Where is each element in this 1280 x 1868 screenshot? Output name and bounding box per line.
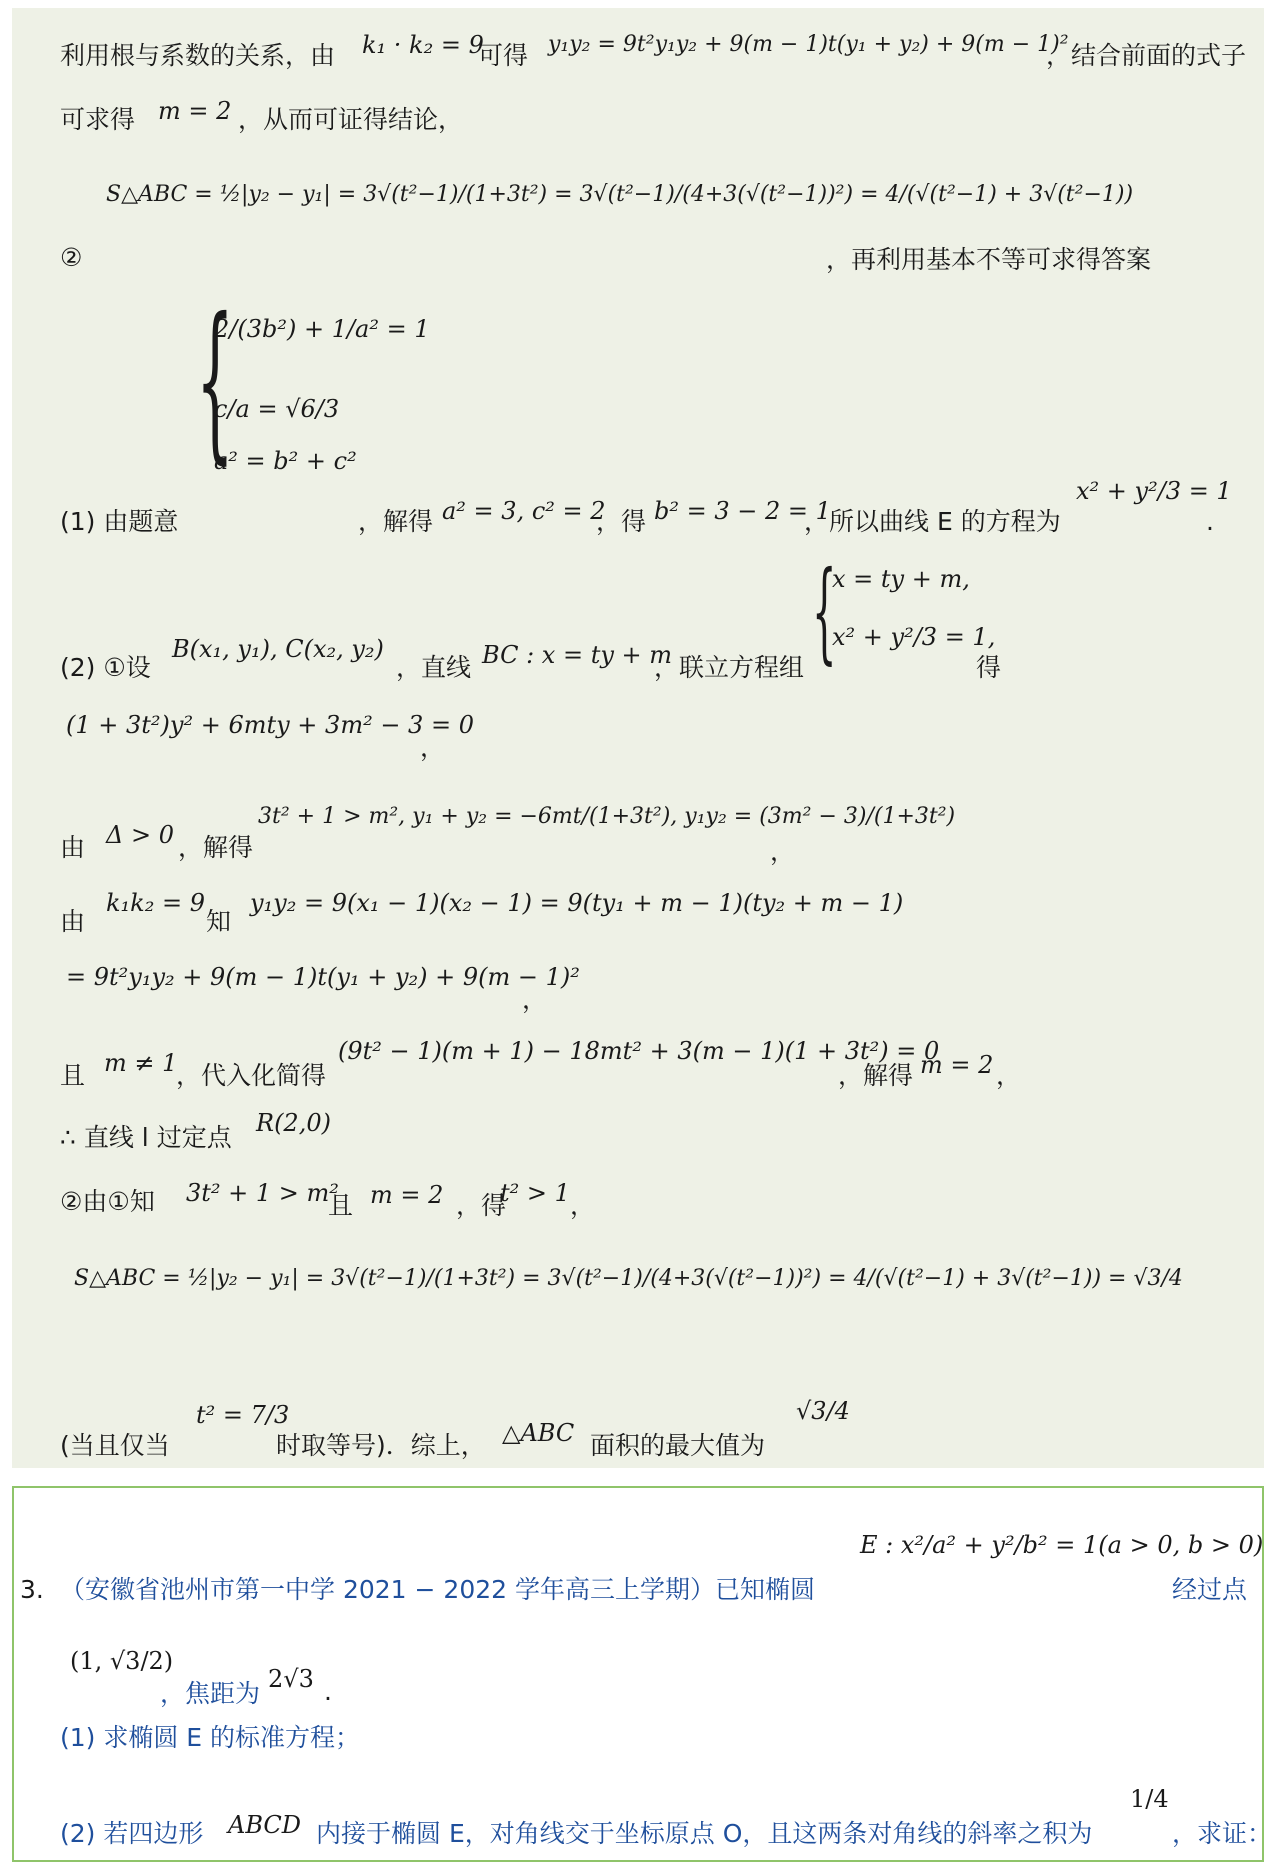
eq-vieta: 3t² + 1 > m², y₁ + y₂ = −6mt/(1+3t²), y₁y₂ = (3m² − 3)/(1+3t²): [258, 804, 956, 829]
eq-t2-gt-1: t² > 1: [500, 1179, 570, 1207]
text-passes-through: 经过点: [1172, 1575, 1248, 1604]
text-de-2: 得: [976, 653, 1002, 682]
text-kede: 可得: [478, 41, 529, 70]
eq-quadratic: (1 + 3t²)y² + 6mty + 3m² − 3 = 0: [66, 711, 474, 739]
text-line: ，直线: [396, 653, 472, 682]
text-inequality-answer: ，再利用基本不等可求得答案: [826, 245, 1152, 274]
eq-R: R(2,0): [256, 1109, 331, 1137]
question-2b: 内接于椭圆 E，对角线交于坐标原点 O，且这两条对角线的斜率之积为: [316, 1819, 1093, 1848]
text-relation: 利用根与系数的关系，由: [60, 41, 336, 70]
question-2a: (2) 若四边形: [60, 1819, 204, 1848]
text-fixed-point: ∴ 直线 l 过定点: [60, 1123, 232, 1152]
eq-k1k2: k₁ · k₂ = 9: [362, 31, 484, 59]
text-you-1: 由: [60, 833, 86, 862]
comma-1: ，: [420, 733, 446, 762]
text-zhi: 知: [206, 907, 232, 936]
text-kqiude: 可求得: [60, 105, 136, 134]
eq-max-value: √3/4: [796, 1397, 850, 1425]
text-qie-2: 且: [328, 1191, 354, 1220]
eq-a2-c2: a² = 3, c² = 2: [442, 497, 606, 525]
question-2c: ，求证：: [1172, 1819, 1273, 1848]
text-jiede: ，解得: [358, 507, 434, 536]
eq-m-ne-1: m ≠ 1: [104, 1049, 178, 1077]
eq-y1y2-factor: y₁y₂ = 9(x₁ − 1)(x₂ − 1) = 9(ty₁ + m − 1)(ty₂ + m − 1): [250, 889, 904, 917]
eq-y1y2-expand: y₁y₂ = 9t²y₁y₂ + 9(m − 1)t(y₁ + y₂) + 9(m − 1)²: [548, 32, 1069, 57]
system-brace-2: {: [812, 547, 837, 675]
text-substitute: ，代入化简得: [176, 1061, 327, 1090]
text-max-area: 面积的最大值为: [590, 1431, 766, 1460]
text-part1-label: (1) 由题意: [60, 507, 179, 536]
eq-point: (1, √3/2): [70, 1647, 174, 1675]
text-step2: ②由①知: [60, 1187, 155, 1216]
eq-area-formula: S△ABC = ½|y₂ − y₁| = 3√(t²−1)/(1+3t²) = 3√(t²−1)/(4+3(√(t²−1))²) = 4/(√(t²−1) + 3√(t²−1)): [106, 182, 1134, 207]
eq-area-max: S△ABC = ½|y₂ − y₁| = 3√(t²−1)/(1+3t²) = 3√(t²−1)/(4+3(√(t²−1))²) = 4/(√(t²−1) + 3√(t²−1)) = √3/4: [74, 1266, 1183, 1291]
eq-ellipse-E: x² + y²/3 = 1: [1076, 477, 1232, 505]
eq-m-2b: m = 2: [370, 1181, 444, 1209]
comma-3: ，: [522, 985, 548, 1014]
eq-line-sys-1: x = ty + m,: [832, 565, 970, 593]
text-de-3: ，得: [456, 1191, 507, 1220]
text-conclusion: ，从而可证得结论，: [238, 105, 464, 134]
eq-m-2: m = 2: [920, 1051, 994, 1079]
eq-system-1: 2/(3b²) + 1/a² = 1: [214, 315, 430, 343]
eq-delta: Δ > 0: [106, 821, 174, 849]
text-qie: 且: [60, 1061, 86, 1090]
eq-points-BC: B(x₁, y₁), C(x₂, y₂): [172, 635, 384, 663]
eq-t2-7-3: t² = 7/3: [196, 1401, 290, 1429]
eq-line-BC: BC : x = ty + m: [482, 641, 673, 669]
eq-simplified: (9t² − 1)(m + 1) − 18mt² + 3(m − 1)(1 + 3t²) = 0: [338, 1037, 940, 1065]
comma-5: ，: [570, 1191, 596, 1220]
text-curve-eq: ，所以曲线 E 的方程为: [804, 507, 1061, 536]
text-simultaneous: ，联立方程组: [654, 653, 805, 682]
problem-number: 3.: [20, 1575, 44, 1604]
circle-two: ②: [60, 243, 83, 272]
eq-ABCD: ABCD: [228, 1811, 302, 1839]
eq-triangle-ABC: △ABC: [502, 1419, 575, 1447]
text-equality: 时取等号)．综上，: [276, 1431, 486, 1460]
system-brace: {: [196, 282, 234, 480]
text-jiede-3: ，解得: [838, 1061, 914, 1090]
text-period: .: [1206, 507, 1214, 536]
eq-y1y2-expand-2: = 9t²y₁y₂ + 9(m − 1)t(y₁ + y₂) + 9(m − 1)²: [66, 963, 580, 991]
eq-system-2: c/a = √6/3: [214, 395, 340, 423]
eq-slope-product: 1/4: [1130, 1785, 1169, 1813]
question-1: (1) 求椭圆 E 的标准方程；: [60, 1723, 361, 1752]
text-dot: .: [324, 1677, 332, 1706]
text-jiede-2: ，解得: [178, 833, 254, 862]
text-part2-label: (2) ①设: [60, 653, 151, 682]
eq-m2: m = 2: [158, 97, 232, 125]
eq-line-sys-2: x² + y²/3 = 1,: [832, 623, 996, 651]
eq-b2: b² = 3 − 2 = 1: [654, 497, 831, 525]
eq-focal-length: 2√3: [268, 1665, 314, 1693]
text-de: ，得: [596, 507, 647, 536]
text-combine: ，结合前面的式子: [1046, 41, 1247, 70]
eq-ellipse-def: E : x²/a² + y²/b² = 1(a > 0, b > 0): [860, 1531, 1264, 1559]
eq-k1k2-9: k₁k₂ = 9: [106, 889, 205, 917]
eq-system-3: a² = b² + c²: [214, 447, 357, 475]
text-focal: ，焦距为: [160, 1679, 261, 1708]
text-you-2: 由: [60, 907, 86, 936]
comma-4: ，: [996, 1061, 1022, 1090]
text-when: (当且仅当: [60, 1431, 170, 1460]
comma-2: ，: [770, 837, 796, 866]
problem-source: （安徽省池州市第一中学 2021 − 2022 学年高三上学期）已知椭圆: [60, 1575, 815, 1604]
eq-3t2-m2: 3t² + 1 > m²: [186, 1179, 339, 1207]
